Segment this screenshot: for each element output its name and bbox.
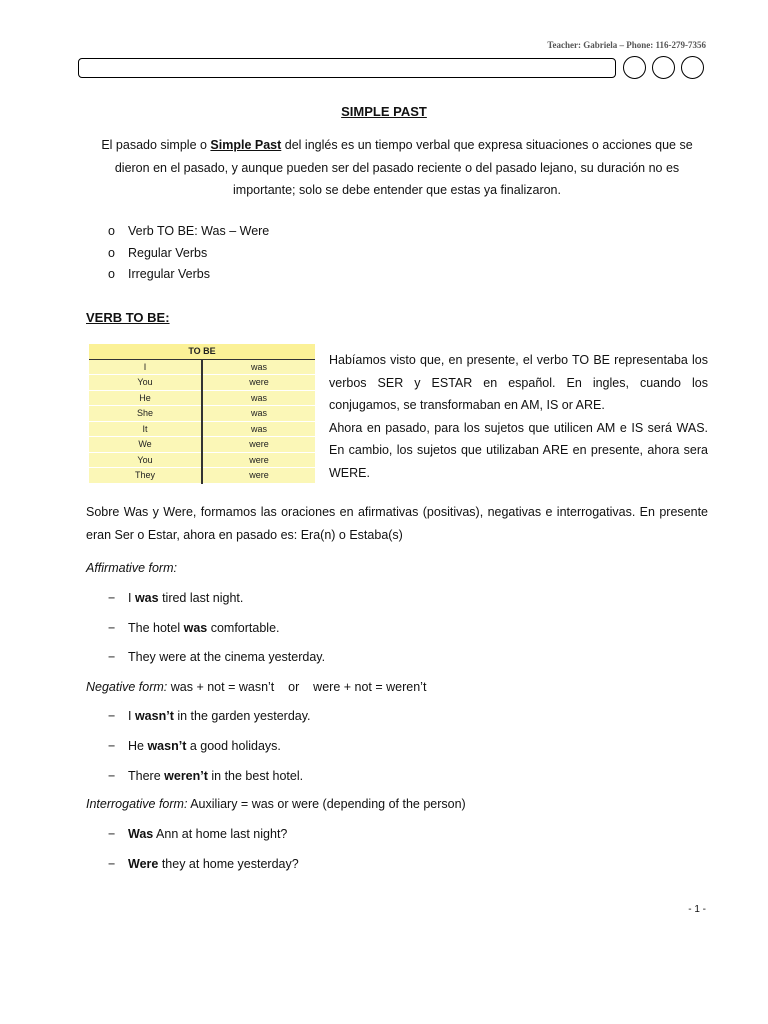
grade-circle-2 xyxy=(652,56,675,79)
list-item: − I wasn’t in the garden yesterday. xyxy=(108,709,311,723)
to-be-table xyxy=(89,344,315,484)
forms-paragraph: Sobre Was y Were, formamos las oraciones en afirmativas (positivas), negativas e interrogativas. En presente eran Ser o Estar, ahora en pasado es: Era(n) o Estaba(s) xyxy=(86,505,708,542)
table-row: They were xyxy=(89,468,315,484)
topic-list xyxy=(108,221,269,286)
list-item: − They were at the cinema yesterday. xyxy=(108,650,326,664)
list-item: o Regular Verbs xyxy=(108,245,208,260)
list-item: − The hotel was comfortable. xyxy=(108,621,280,635)
list-item: − He wasn’t a good holidays. xyxy=(108,739,281,753)
intro-paragraph: El pasado simple o Simple Past del inglés es un tiempo verbal que expresa situaciones o acciones que se dieron en el pasado, y aunque pueden ser del pasado reciente o del pasado lejano, su duración no es importante; solo se debe entender que estas ya finalizaron. xyxy=(101,138,693,197)
table-row: We were xyxy=(89,437,315,453)
table-row: You were xyxy=(89,375,315,391)
list-item: o Verb TO BE: Was – Were xyxy=(108,224,270,238)
page-number: - 1 - xyxy=(688,904,706,915)
table-row: I was xyxy=(89,359,315,375)
table-row: He was xyxy=(89,390,315,406)
list-item: − Was Ann at home last night? xyxy=(108,827,288,841)
name-field-box xyxy=(78,58,616,78)
interrogative-label: Interrogative form: Auxiliary = was or were (depending of the person) xyxy=(86,797,466,811)
list-item: − There weren’t in the best hotel. xyxy=(108,769,304,783)
list-item: − Were they at home yesterday? xyxy=(108,857,299,871)
negative-label: Negative form: was + not = wasn’t or were + not = weren’t xyxy=(86,680,427,694)
table-row: She was xyxy=(89,406,315,422)
table-row: It was xyxy=(89,421,315,437)
grade-circle-3 xyxy=(681,56,704,79)
affirmative-label: Affirmative form: xyxy=(86,561,177,575)
section-heading: VERB TO BE: xyxy=(86,310,170,325)
table-row: You were xyxy=(89,452,315,468)
grade-circle-1 xyxy=(623,56,646,79)
table-header: TO BE xyxy=(89,344,315,359)
list-item: − I was tired last night. xyxy=(108,591,244,605)
page-title: SIMPLE PAST xyxy=(341,104,427,119)
list-item: o Irregular Verbs xyxy=(108,267,210,281)
header-contact: Teacher: Gabriela – Phone: 116-279-7356 xyxy=(547,40,706,50)
to-be-explanation: Habíamos visto que, en presente, el verbo TO BE representaba los verbos SER y ESTAR en español. En ingles, cuando los conjugamos, se transformaban en AM, IS or ARE. Ahora en pasado, para los sujetos que utilicen AM e IS será WAS. En cambio, los sujetos que utilizaban ARE en presente, ahora sera WERE. xyxy=(329,353,708,480)
